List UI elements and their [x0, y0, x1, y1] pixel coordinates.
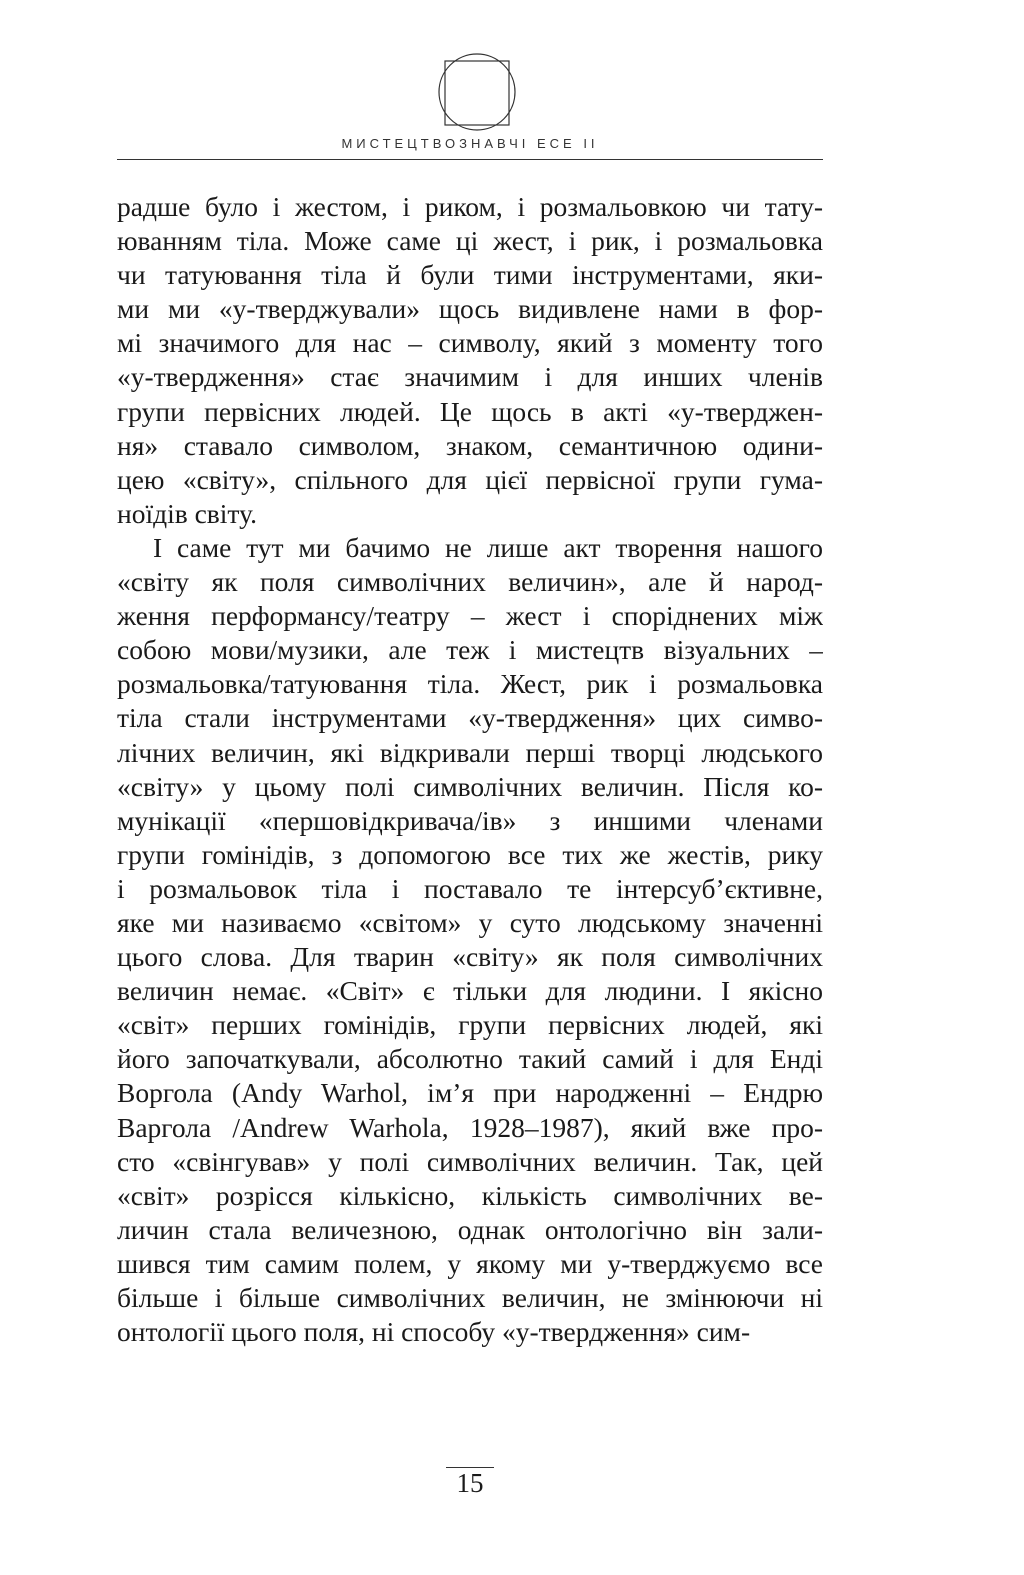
text-line: Варгола /Andrew Warhola, 1928–1987), який вже про- — [117, 1111, 823, 1143]
body-text — [117, 190, 823, 1349]
text-line: яке ми називаємо «світом» у суто людському значенні — [117, 906, 823, 938]
text-line: мунікації «першовідкривача/ів» з иншими членами — [117, 804, 823, 836]
text-line: його започаткували, абсолютно такий самий і для Енді — [117, 1043, 823, 1075]
text-line: лічних величин, які відкривали перші творці людського — [117, 736, 823, 768]
text-line: цею «світу», спільного для цієї первісної групи гума- — [117, 463, 823, 495]
text-line: групи первісних людей. Це щось в акті «у-тверджен- — [117, 395, 823, 427]
header-rule — [117, 159, 823, 160]
text-line: личин стала величезною, однак онтологічно він зали- — [117, 1213, 823, 1245]
text-line: шився тим самим полем, у якому ми у-тверджуємо все — [117, 1247, 823, 1279]
text-line: ноїдів світу. — [117, 497, 257, 529]
text-line: ження перформансу/театру – жест і споріднених між — [117, 600, 823, 632]
text-line: більше і більше символічних величин, не змінюючи ні — [117, 1282, 823, 1313]
text-line: сто «свінгував» у полі символічних величин. Так, цей — [117, 1145, 823, 1177]
paragraph — [117, 190, 823, 531]
text-line: «світ» розрісся кількісно, кількість символічних ве- — [117, 1179, 823, 1211]
text-line: І саме тут ми бачимо не лише акт творення нашого — [153, 531, 823, 563]
text-line: «світ» перших гомінідів, групи первісних людей, які — [117, 1009, 823, 1041]
text-line: «світу» у цьому полі символічних величин. Після ко- — [117, 770, 823, 802]
text-line: групи гомінідів, з допомогою все тих же жестів, рику — [117, 838, 823, 870]
text-line: ня» ставало символом, знаком, семантичною одини- — [117, 429, 823, 461]
running-head: МИСТЕЦТВОЗНАВЧІ ЕСЕ ІІ — [341, 136, 599, 151]
text-line: Воргола (Andy Warhol, ім’я при народженні – Ендрю — [117, 1077, 823, 1109]
text-line: і розмальовок тіла і поставало те інтерсуб’єктивне, — [117, 872, 823, 904]
text-line: тіла стали інструментами «у-твердження» цих симво- — [117, 702, 823, 734]
text-line: мі значимого для нас – символу, який з моменту того — [117, 327, 823, 359]
text-line: онтології цього поля, ні способу «у-твердження» сим- — [117, 1316, 751, 1348]
text-line: чи татуювання тіла й були тими інструментами, яки- — [117, 259, 823, 291]
text-line: радше було і жестом, і риком, і розмальовкою чи тату- — [117, 191, 823, 222]
text-line: «у-твердження» стає значимим і для инших членів — [117, 361, 823, 393]
text-line: ми ми «у-тверджували» щось видивлене нами в фор- — [117, 293, 823, 325]
text-line: величин немає. «Світ» є тільки для людини. І якісно — [117, 975, 823, 1007]
text-line: «світу як поля символічних величин», але й народ- — [117, 566, 823, 598]
text-line: собою мови/музики, але теж і мистецтв візуальних – — [117, 634, 823, 666]
text-line: цього слова. Для тварин «світу» як поля символічних — [117, 941, 823, 973]
paragraph — [117, 531, 823, 1349]
circle-square-emblem-icon — [432, 50, 522, 134]
text-line: розмальовка/татуювання тіла. Жест, рик і розмальовка — [117, 668, 823, 700]
page-number: 15 — [456, 1468, 484, 1498]
text-line: юванням тіла. Може саме ці жест, і рик, і розмальовка — [117, 225, 823, 257]
